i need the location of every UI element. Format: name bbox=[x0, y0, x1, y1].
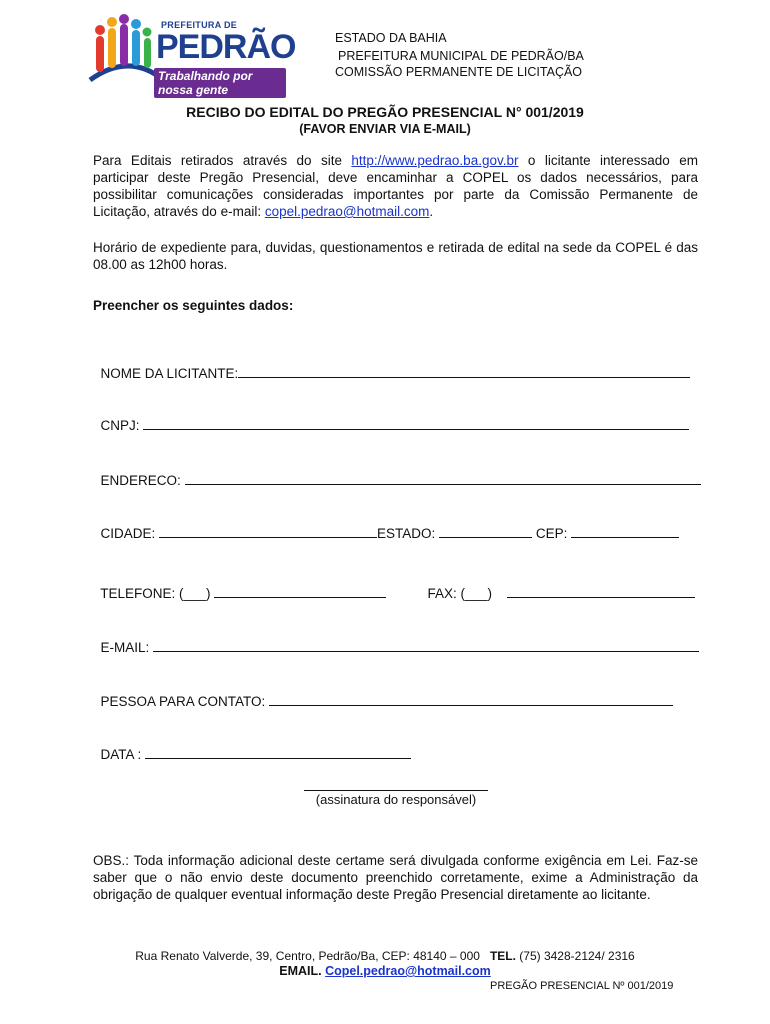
field-endereco-line[interactable] bbox=[185, 472, 701, 485]
footer-email-line bbox=[0, 964, 770, 978]
field-estado-label: ESTADO: bbox=[377, 526, 436, 541]
logo-top-text: PREFEITURA DE bbox=[161, 20, 238, 30]
hours-paragraph: Horário de expediente para, duvidas, questionamentos e retirada de edital na sede da COPEL é das 08.00 as 12h00 horas. bbox=[93, 240, 698, 272]
header-prefeitura: PREFEITURA MUNICIPAL DE PEDRÃO/BA bbox=[338, 49, 584, 63]
field-cep-label: CEP: bbox=[535, 526, 568, 541]
page-title: RECIBO DO EDITAL DO PREGÃO PRESENCIAL N° 001/2019 bbox=[186, 104, 584, 120]
site-link[interactable]: http://www.pedrao.ba.gov.br bbox=[351, 153, 519, 168]
logo-name: PEDRÃO bbox=[156, 28, 296, 66]
field-email[interactable] bbox=[93, 624, 699, 655]
field-cnpj[interactable] bbox=[93, 402, 689, 433]
header-comissao: COMISSÃO PERMANENTE DE LICITAÇÃO bbox=[335, 65, 583, 79]
field-data[interactable] bbox=[93, 731, 411, 762]
field-nome-label: NOME DA LICITANTE: bbox=[100, 366, 239, 381]
intro-text-end: . bbox=[429, 204, 434, 219]
fill-heading: Preencher os seguintes dados: bbox=[93, 298, 294, 313]
field-contato-line[interactable] bbox=[269, 693, 673, 706]
field-data-label: DATA : bbox=[100, 747, 142, 762]
field-nome-line[interactable] bbox=[238, 365, 690, 378]
field-nome[interactable] bbox=[93, 350, 690, 381]
field-cidade-line[interactable] bbox=[159, 525, 377, 538]
field-cidade-row[interactable] bbox=[93, 510, 679, 541]
field-estado-line[interactable] bbox=[439, 525, 532, 538]
field-telefone[interactable] bbox=[93, 570, 386, 601]
field-telefone-line[interactable] bbox=[214, 585, 386, 598]
people-emblem-icon bbox=[86, 14, 158, 86]
field-endereco[interactable] bbox=[93, 457, 701, 488]
logo-slogan: Trabalhando por nossa gente bbox=[154, 68, 286, 98]
field-email-label: E-MAIL: bbox=[100, 640, 150, 655]
intro-text-middle: o licitante interessado em participar deste Pregão Presencial, deve encaminhar a COPEL os dados necessários, para possibilitar comunicações consideradas importantes por parte da Comissão Permanente de Licitação, através do e-mail: bbox=[93, 153, 698, 219]
field-data-line[interactable] bbox=[145, 746, 411, 759]
footer-tel: (75) 3428-2124/ 2316 bbox=[515, 949, 635, 963]
field-contato[interactable] bbox=[93, 678, 673, 709]
footer-doc-ref: PREGÃO PRESENCIAL Nº 001/2019 bbox=[490, 980, 674, 992]
footer-tel-label: TEL. bbox=[489, 949, 516, 963]
field-telefone-label: TELEFONE: (___) bbox=[100, 586, 211, 601]
field-endereco-label: ENDERECO: bbox=[100, 473, 181, 488]
header-state: ESTADO DA BAHIA bbox=[335, 31, 447, 45]
field-fax-line[interactable] bbox=[507, 585, 695, 598]
intro-text-start: Para Editais retirados através do site bbox=[93, 153, 352, 168]
obs-paragraph: OBS.: Toda informação adicional deste certame será divulgada conforme exigência em Lei. Faz-se saber que o não envio deste documento preenchido corretamente, exime a Administração da obrigação de qualquer eventual informação deste Pregão Presencial diretamente ao licitante. bbox=[93, 853, 698, 902]
footer-address: Rua Renato Valverde, 39, Centro, Pedrão/Ba, CEP: 48140 – 000 bbox=[135, 949, 480, 963]
field-cidade-label: CIDADE: bbox=[100, 526, 156, 541]
intro-paragraph bbox=[93, 152, 698, 220]
copel-email-link[interactable]: copel.pedrao@hotmail.com bbox=[264, 204, 430, 219]
signature-line[interactable] bbox=[304, 778, 488, 791]
page-subtitle: (FAVOR ENVIAR VIA E-MAIL) bbox=[299, 122, 471, 136]
field-cnpj-line[interactable] bbox=[143, 417, 689, 430]
field-cep-line[interactable] bbox=[571, 525, 679, 538]
footer-address-line bbox=[0, 949, 770, 963]
footer-email-label: EMAIL. bbox=[279, 964, 322, 978]
field-contato-label: PESSOA PARA CONTATO: bbox=[100, 694, 266, 709]
field-fax[interactable] bbox=[420, 570, 695, 601]
field-email-line[interactable] bbox=[153, 639, 699, 652]
prefeitura-logo bbox=[86, 14, 296, 97]
footer-email-link[interactable]: Copel.pedrao@hotmail.com bbox=[325, 964, 491, 978]
field-fax-label: FAX: (___) bbox=[427, 586, 493, 601]
signature-label: (assinatura do responsável) bbox=[315, 792, 477, 807]
field-cnpj-label: CNPJ: bbox=[100, 418, 140, 433]
